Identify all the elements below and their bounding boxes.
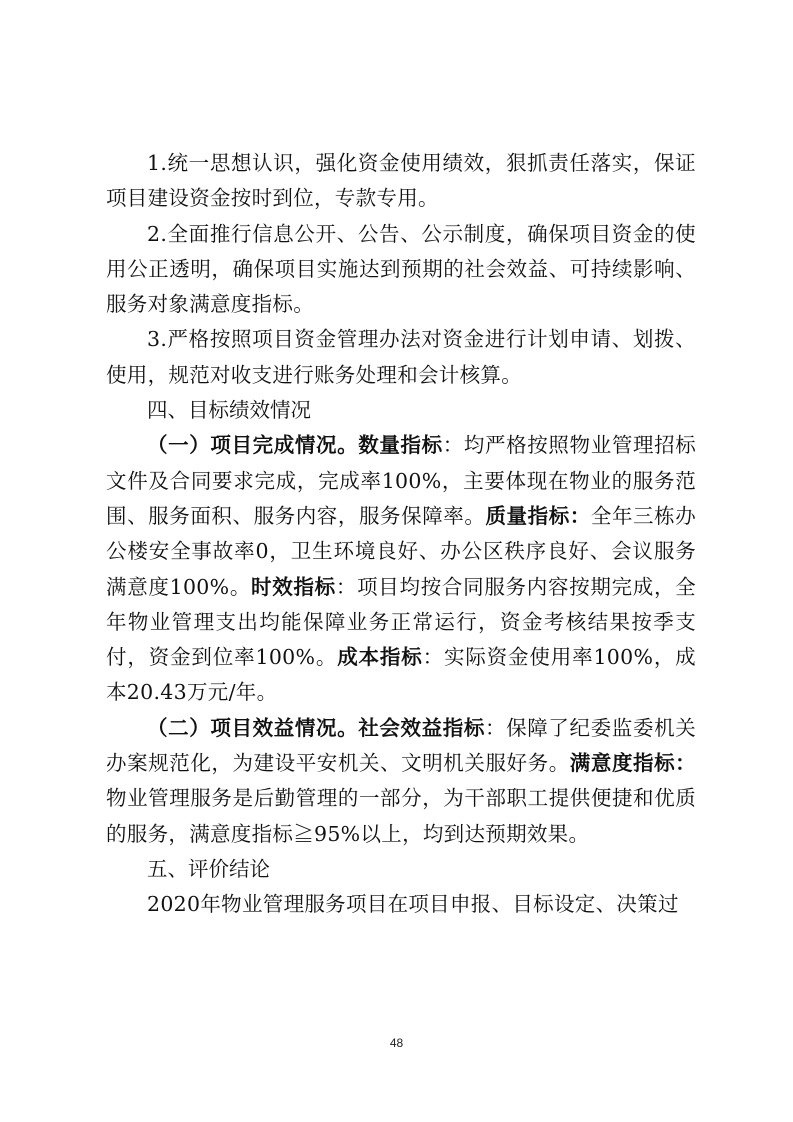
keyword-quantity-indicator: 数量指标: [358, 433, 443, 458]
section-heading-4: 四、目标绩效情况: [147, 398, 311, 423]
text-social-benefit-indicator: ：保障了纪委监委机关办案规范化，为建设平安机关、文明机关服好务。: [106, 715, 696, 776]
section-heading-5: 五、评价结论: [147, 856, 270, 881]
keyword-social-benefit-indicator: 社会效益指标: [358, 715, 486, 740]
paragraph-item-1: 1.统一思想认识，强化资金使用绩效，狠抓责任落实，保证项目建设资金按时到位，专款专用。: [106, 151, 696, 211]
paragraph-item-3: 3.严格按照项目资金管理办法对资金进行计划申请、划拨、使用，规范对收支进行账务处理和会计核算。: [106, 327, 696, 387]
text-timeliness-indicator: ：项目均按合同服务内容按期完成，全年物业管理支出均能保障业务正常运行，资金考核结果按季支付，资金到位率100%。: [106, 574, 696, 670]
paragraph-item-2: 2.全面推行信息公开、公告、公示制度，确保项目资金的使用公正透明，确保项目实施达到预期的社会效益、可持续影响、服务对象满意度指标。: [106, 221, 696, 317]
subsection-lead: （一）项目完成情况。: [147, 433, 359, 458]
paragraph-project-benefits: [106, 711, 696, 852]
subsection-lead: （二）项目效益情况。: [147, 715, 359, 740]
paragraph-project-completion: [106, 428, 696, 710]
keyword-satisfaction-indicator: 满意度指标：: [569, 751, 696, 776]
keyword-cost-indicator: 成本指标: [337, 645, 423, 670]
document-body: [106, 146, 696, 923]
keyword-timeliness-indicator: 时效指标: [251, 574, 336, 599]
page-number: 48: [389, 1036, 404, 1050]
text-quantity-indicator: ：均严格按照物业管理招标文件及合同要求完成，完成率100%，主要体现在物业的服务范围、服务面积、服务内容，服务保障率。: [106, 433, 696, 528]
text-quality-indicator: 全年三栋办公楼安全事故率0，卫生环境良好、办公区秩序良好、会议服务满意度100%。: [106, 503, 696, 599]
paragraph-evaluation-conclusion: 2020年物业管理服务项目在项目申报、目标设定、决策过: [147, 892, 679, 917]
keyword-quality-indicator: 质量指标：: [485, 503, 591, 528]
text-satisfaction-indicator: 物业管理服务是后勤管理的一部分，为干部职工提供便捷和优质的服务，满意度指标≧95%以上，均到达预期效果。: [106, 786, 696, 846]
text-cost-indicator: ：实际资金使用率100%，成本20.43万元/年。: [106, 645, 696, 705]
